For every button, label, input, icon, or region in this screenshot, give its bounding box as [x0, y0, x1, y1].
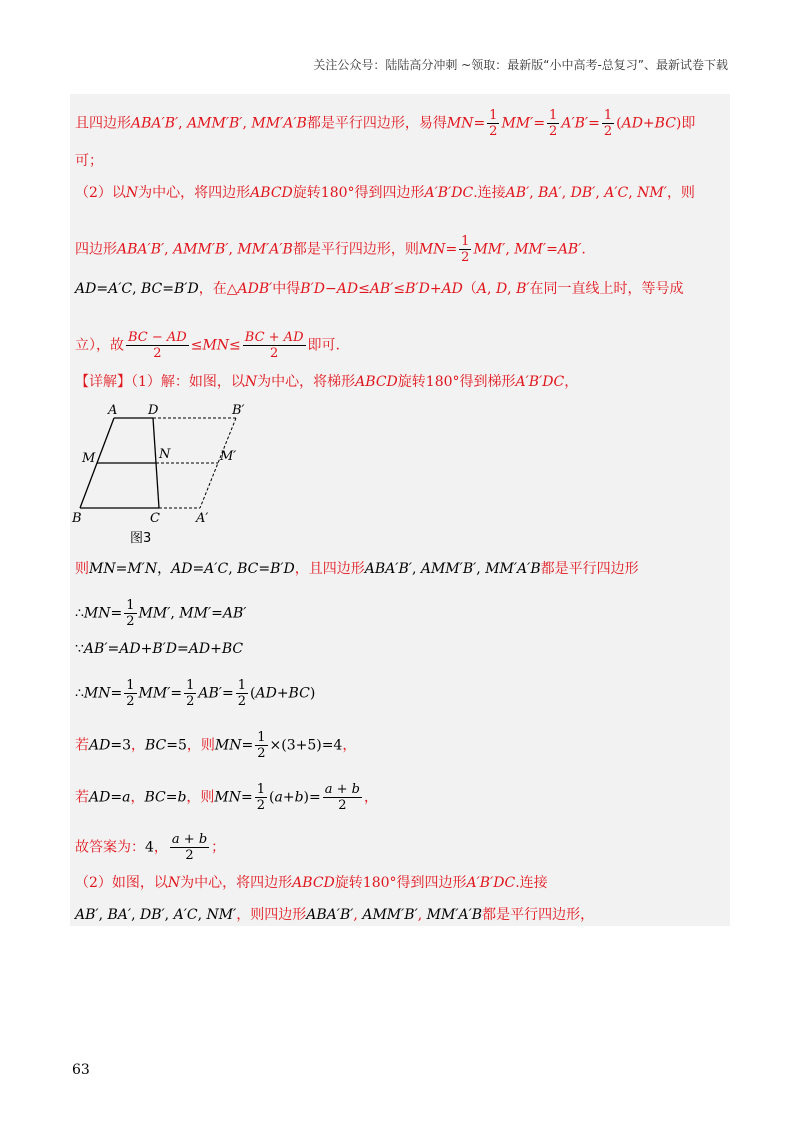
text-line-11: ∴MN= $\frac{1}{2}$ MM′= $\frac{1}{2}$ AB′= $\frac{1}{2}$ (AD+BC)	[75, 678, 316, 709]
page-number: 63	[72, 1062, 90, 1078]
text-line-3: （2）以N为中心，将四边形ABCD旋转180°得到四边形A′B′DC.连接AB′, BA′, DB′, A′C, NM′，则	[75, 185, 695, 201]
figure-caption: 图3	[130, 531, 152, 546]
label-m: M	[82, 451, 96, 466]
text-line-10: ∵AB′=AD+B′D=AD+BC	[75, 641, 244, 657]
text-line-1: 且四边形ABA′B′, AMM′B′, MM′A′B都是平行四边形，易得MN= $\frac{1}{2}$ MM′= $\frac{1}{2}$ A′B′= $\frac{1}{2}$ (AD+BC)即	[75, 108, 696, 139]
text-line-6: 立），故 $\frac{BC - AD}{2}$ ≤MN≤ $\frac{BC + AD}{2}$ 即可.	[75, 330, 340, 361]
text-line-5: AD=A′C, BC=B′D，在△ADB′中得B′D−AD≤AB′≤B′D+AD（A, D, B′在同一直线上时，等号成	[75, 281, 684, 297]
label-b: B	[72, 511, 82, 526]
label-c: C	[150, 511, 160, 526]
label-a-prime: A′	[196, 511, 209, 526]
text-line-4: 四边形ABA′B′, AMM′B′, MM′A′B都是平行四边形，则MN= $\frac{1}{2}$ MM′, MM′=AB′.	[75, 234, 586, 265]
page-header: 关注公众号：陆陆高分冲刺 ~领取：最新版“小中高考-总复习”、最新试卷下载	[313, 58, 728, 72]
text-line-2: 可；	[75, 153, 103, 169]
text-line-15: （2）如图，以N为中心，将四边形ABCD旋转180°得到四边形A′B′DC.连接	[75, 875, 548, 891]
label-n: N	[159, 447, 171, 462]
label-b-prime: B′	[232, 403, 245, 418]
text-line-7: 【详解】（1）解：如图，以N为中心，将梯形ABCD旋转180°得到梯形A′B′DC，	[75, 374, 579, 390]
text-line-14: 故答案为：4， $\frac{a + b}{2}$ ；	[75, 832, 226, 863]
text-line-8: 则MN=M′N，AD=A′C, BC=B′D，且四边形ABA′B′, AMM′B′, MM′A′B都是平行四边形	[75, 561, 639, 577]
text-line-16: AB′, BA′, DB′, A′C, NM′，则四边形ABA′B′, AMM′B′, MM′A′B都是平行四边形，	[75, 907, 595, 923]
trapezoid-figure	[70, 398, 260, 548]
text-line-9: ∴MN= $\frac{1}{2}$ MM′, MM′=AB′	[75, 598, 247, 629]
text-line-12: 若AD=3，BC=5，则MN= $\frac{1}{2}$ ×(3+5)=4，	[75, 730, 357, 761]
text-line-13: 若AD=a，BC=b，则MN= $\frac{1}{2}$ (a+b)= $\frac{a + b}{2}$ ，	[75, 782, 378, 813]
label-d: D	[148, 403, 159, 418]
label-a: A	[108, 403, 118, 418]
label-m-prime: M′	[220, 449, 237, 464]
